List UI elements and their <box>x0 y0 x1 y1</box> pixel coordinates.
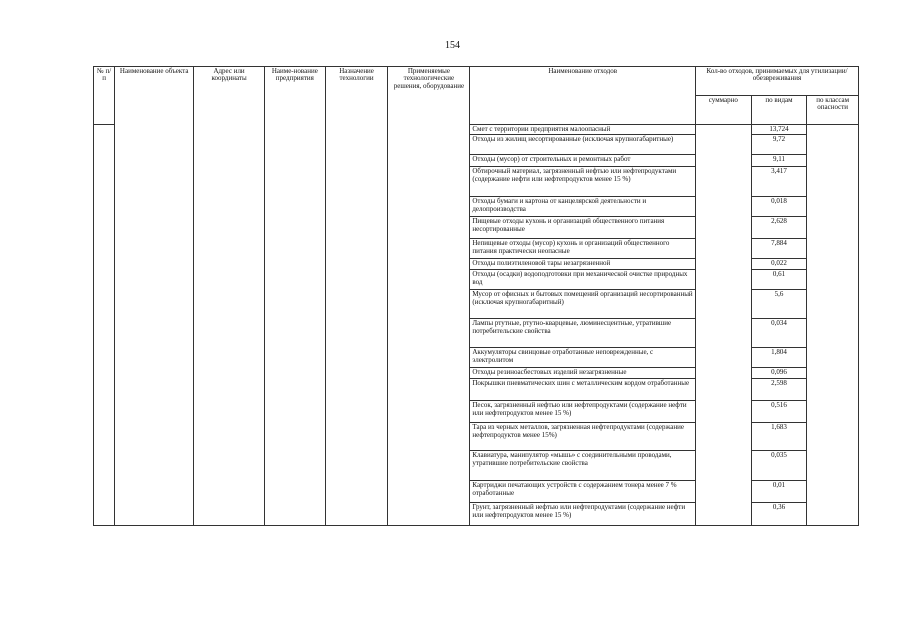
by-type-value-cell: 0,36 <box>751 503 807 526</box>
by-type-value-cell: 9,11 <box>751 155 807 167</box>
waste-name-cell: Пищевые отходы кухонь и организаций общественного питания несортированные <box>470 217 696 239</box>
header-waste-name: Наименование отходов <box>470 67 696 125</box>
waste-name-cell: Грунт, загрязненный нефтью или нефтепродуктами (содержание нефти или нефтепродуктов менее 15 %) <box>470 503 696 526</box>
waste-name-cell: Песок, загрязненный нефтью или нефтепродуктами (содержание нефти или нефтепродуктов менее 15 %) <box>470 401 696 423</box>
num-cell <box>94 125 115 526</box>
header-by-class: по классам опасности <box>807 96 859 125</box>
header-by-type: по видам <box>751 96 807 125</box>
by-type-value-cell: 0,018 <box>751 197 807 217</box>
waste-table <box>93 66 859 526</box>
by-type-value-cell: 2,598 <box>751 379 807 401</box>
by-type-value-cell: 0,516 <box>751 401 807 423</box>
waste-name-cell: Тара из черных металлов, загрязненная нефтепродуктами (содержание нефтепродуктов менее 15%) <box>470 423 696 451</box>
waste-name-cell: Отходы полиэтиленовой тары незагрязненной <box>470 259 696 270</box>
by-type-value-cell: 3,417 <box>751 167 807 197</box>
total-cell <box>696 125 752 526</box>
by-type-value-cell: 9,72 <box>751 135 807 155</box>
by-type-value-cell: 0,034 <box>751 319 807 348</box>
waste-name-cell: Покрышки пневматических шин с металлическим кордом отработанные <box>470 379 696 401</box>
by-type-value-cell: 0,035 <box>751 451 807 481</box>
header-total: суммарно <box>696 96 752 125</box>
header-qty-group: Кол-во отходов, принимаемых для утилизации/обезвреживания <box>696 67 859 96</box>
header-num: № п/п <box>94 67 115 125</box>
by-type-value-cell: 0,022 <box>751 259 807 270</box>
by-type-value-cell: 13,724 <box>751 125 807 135</box>
by-class-cell <box>807 125 859 526</box>
waste-name-cell: Смет с территории предприятия малоопасный <box>470 125 696 135</box>
waste-name-cell: Аккумуляторы свинцовые отработанные неповрежденные, с электролитом <box>470 348 696 368</box>
by-type-value-cell: 1,804 <box>751 348 807 368</box>
waste-name-cell: Непищевые отходы (мусор) кухонь и организаций общественного питания практически неопасные <box>470 239 696 259</box>
waste-name-cell: Мусор от офисных и бытовых помещений организаций несортированный (исключая крупногабаритный) <box>470 290 696 319</box>
header-object-name: Наименование объекта <box>115 67 194 526</box>
by-type-value-cell: 7,884 <box>751 239 807 259</box>
header-enterprise: Наиме-нование предприятия <box>264 67 325 526</box>
by-type-value-cell: 1,683 <box>751 423 807 451</box>
waste-name-cell: Отходы (мусор) от строительных и ремонтных работ <box>470 155 696 167</box>
header-technology: Применяемые технологические решения, оборудование <box>388 67 470 526</box>
header-purpose: Назначение технологии <box>325 67 388 526</box>
waste-name-cell: Картриджи печатающих устройств с содержанием тонера менее 7 % отработанные <box>470 481 696 503</box>
by-type-value-cell: 5,6 <box>751 290 807 319</box>
header-address: Адрес или координаты <box>194 67 265 526</box>
waste-name-cell: Отходы бумаги и картона от канцелярской деятельности и делопроизводства <box>470 197 696 217</box>
by-type-value-cell: 2,628 <box>751 217 807 239</box>
waste-name-cell: Обтирочный материал, загрязненный нефтью или нефтепродуктами (содержание нефти или нефтепродуктов менее 15 %) <box>470 167 696 197</box>
by-type-value-cell: 0,01 <box>751 481 807 503</box>
by-type-value-cell: 0,61 <box>751 270 807 290</box>
waste-name-cell: Отходы (осадки) водоподготовки при механической очистке природных вод <box>470 270 696 290</box>
by-type-value-cell: 0,096 <box>751 368 807 379</box>
waste-name-cell: Лампы ртутные, ртутно-кварцевые, люминесцентные, утратившие потребительские свойства <box>470 319 696 348</box>
waste-name-cell: Отходы резиноасбестовых изделий незагрязненные <box>470 368 696 379</box>
waste-name-cell: Клавиатура, манипулятор «мышь» с соединительными проводами, утратившие потребительские свойства <box>470 451 696 481</box>
waste-name-cell: Отходы из жилищ несортированные (исключая крупногабаритные) <box>470 135 696 155</box>
page-number: 154 <box>445 40 460 51</box>
